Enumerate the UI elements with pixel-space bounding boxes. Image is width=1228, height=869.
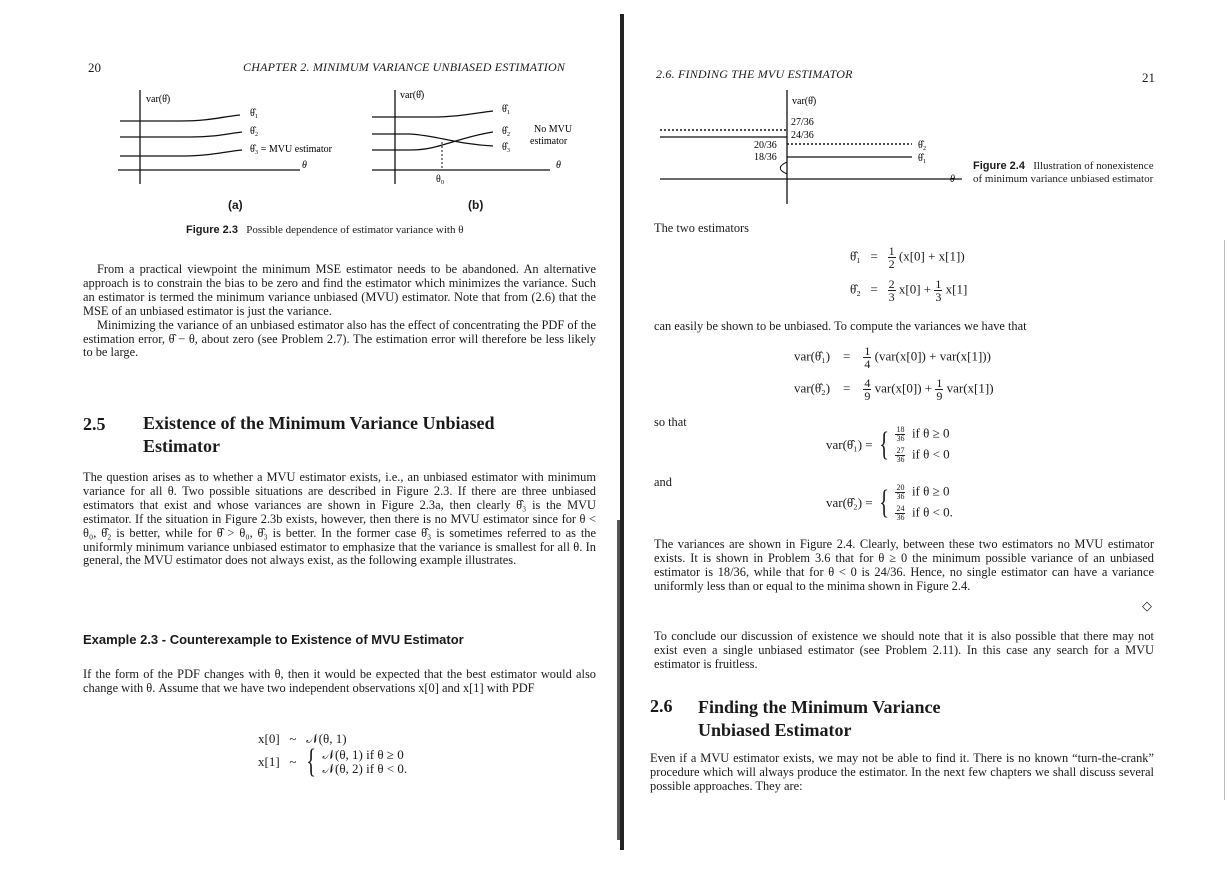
frac-den: 36 <box>896 455 905 464</box>
fig23-caption <box>186 224 463 236</box>
eq-theta2-rhs-a: x[0] + <box>898 281 932 297</box>
eq-var1-case-list <box>895 426 949 464</box>
fig23b-theta1: θ̂₁ <box>502 104 511 115</box>
paragraph-5: The variances are shown in Figure 2.4. Clearly, between these two estimators no MVU estimator exists. It is shown in Problem 3.6 that for θ ≥ 0 the minimum possible variance of an unbiased estimator is 18/36, while that for θ < 0 is 24/36. Hence, no single estimator can have a variance uniformly less than or equal to the minima shown in Figure 2.4. <box>654 537 1154 593</box>
eq-var2-frac-a <box>863 377 871 402</box>
eq-theta2-equals: = <box>870 281 878 297</box>
fig24-value-20: 20/36 <box>754 140 777 151</box>
section-2-5-number: 2.5 <box>83 414 106 434</box>
frac-num: 2 <box>888 277 895 291</box>
and-text: and <box>654 475 672 489</box>
fig24-caption <box>973 160 1159 186</box>
fig23b-ylabel: var(θ̂) <box>400 90 425 101</box>
fig23b-theta0: θ₀ <box>436 174 445 185</box>
text-block-5 <box>654 538 1154 594</box>
two-estimators-text: The two estimators <box>654 221 749 235</box>
eq-x1-brace: { <box>306 743 317 780</box>
eq-var1-equals: = <box>843 348 851 364</box>
frac-den: 36 <box>896 513 905 522</box>
running-head: CHAPTER 2. MINIMUM VARIANCE UNBIASED ESTIMATION <box>243 60 566 74</box>
fig24-theta-axis: θ <box>950 174 955 185</box>
section-2-5-title-line2: Estimator <box>143 436 220 456</box>
frac-num: 1 <box>888 244 895 258</box>
eq-var1-cases-lhs: var(θ̂₁) = <box>826 437 873 452</box>
text-block-2 <box>83 471 596 568</box>
page-number: 20 <box>88 60 101 75</box>
frac-num: 27 <box>896 446 905 455</box>
unbiased-text: can easily be shown to be unbiased. To compute the variances we have that <box>654 319 1027 333</box>
eq-var2-brace: { <box>879 484 889 521</box>
fig23b-theta-axis: θ <box>556 160 561 171</box>
frac-num: 1 <box>936 376 943 390</box>
fig23b-no-mvu: No MVU <box>534 124 573 135</box>
section-2-6-title <box>698 696 1118 742</box>
eq-var1-brace: { <box>879 426 889 463</box>
eq-var2-cond2: if θ < 0. <box>911 504 953 520</box>
example-2-3-heading: Example 2.3 - Counterexample to Existence of MVU Estimator <box>83 632 464 647</box>
eq-var1-cond2: if θ < 0 <box>911 446 950 462</box>
frac-den: 4 <box>864 357 871 371</box>
section-2-6-number: 2.6 <box>650 696 673 716</box>
text-block-6 <box>654 630 1154 672</box>
eq-theta1-equals: = <box>870 248 878 264</box>
eq-var2-rhs-b: var(x[1]) <box>946 380 994 396</box>
eq-var2-case-list <box>895 484 953 522</box>
eq-x0-rhs: 𝒩(θ, 1) <box>306 731 347 746</box>
eq-x1-case1: 𝒩(θ, 1) if θ ≥ 0 <box>322 747 404 762</box>
text-block-7 <box>650 752 1154 794</box>
fig23-label-b: (b) <box>468 198 484 212</box>
eq-x1-lhs: x[1] <box>258 754 280 769</box>
eq-x1-case2: 𝒩(θ, 2) if θ < 0. <box>322 761 408 776</box>
right-page <box>634 0 1228 869</box>
fig24-ylabel: var(θ̂) <box>792 96 817 107</box>
eq-var1 <box>794 345 991 370</box>
eq-x1 <box>258 745 407 779</box>
eq-var1-lhs: var(θ̂₁) <box>794 348 831 364</box>
paragraph-6: To conclude our discussion of existence we should note that it is also possible that there may not exist even a single unbiased estimator (see Problem 2.11). In this case any search for a MVU estimator is fruitless. <box>654 629 1154 671</box>
eq-var1-cases <box>826 426 950 464</box>
paragraph-7: Even if a MVU estimator exists, we may not be able to find it. There is no known “turn-the-crank” procedure which will always produce the estimator. In the next few chapters we shall discuss several possible approaches. They are: <box>650 751 1154 793</box>
frac-num: 24 <box>896 504 905 513</box>
frac-den: 36 <box>896 434 905 443</box>
figure-2-4 <box>650 86 970 206</box>
paragraph-3: The question arises as to whether a MVU estimator exists, i.e., an unbiased estimator with minimum variance for all θ. Two possible situations are described in Figure 2.3. If there are three unbiased estimators that exist and whose variances are shown in Figure 2.3a, then clearly θ̂₃ is the MVU estimator. If the situation in Figure 2.3b exists, however, then there is no MVU estimator since for θ < θ₀, θ̂₂ is better, while for θ̂ > θ₀, θ̂₃ is better. In the former case θ̂₃ is sometimes referred to as the uniformly minimum variance unbiased estimator to emphasize that the variance is smallest for all θ. In general, the MVU estimator does not always exist, as the following example illustrates. <box>83 470 596 568</box>
eq-var2-frac-b <box>935 377 943 402</box>
eq-theta1-frac <box>888 245 896 270</box>
end-of-example-diamond: ◇ <box>1142 598 1152 613</box>
frac-den: 3 <box>888 290 895 304</box>
section-2-6-title-line1: Finding the Minimum Variance <box>698 697 941 717</box>
fig23a-theta1: θ̂₁ <box>250 108 259 119</box>
eq-var2-cases-lhs: var(θ̂₂) = <box>826 495 873 510</box>
fig24-theta1: θ̂₁ <box>918 153 927 164</box>
eq-var2-cond1: if θ ≥ 0 <box>911 483 950 499</box>
page-number: 21 <box>1142 70 1155 85</box>
eq-theta2 <box>850 278 967 303</box>
section-2-5-title <box>143 412 613 458</box>
paragraph-2: Minimizing the variance of an unbiased estimator also has the effect of concentrating the PDF of the estimation error, θ̂ − θ, about zero (see Problem 2.7). The estimation error will therefore be less likely to be large. <box>83 317 596 360</box>
section-2-6-title-line2: Unbiased Estimator <box>698 720 852 740</box>
fig24-theta2: θ̂₂ <box>918 140 927 151</box>
fig23-caption-label: Figure 2.3 <box>186 224 238 236</box>
so-that-text: so that <box>654 415 687 429</box>
frac-num: 20 <box>896 483 905 492</box>
fig23a-ylabel: var(θ̂) <box>146 94 171 105</box>
fig23a-theta2: θ̂₂ <box>250 126 259 137</box>
text-block-1 <box>83 263 596 360</box>
eq-theta1-rhs: (x[0] + x[1]) <box>898 248 965 264</box>
eq-theta2-frac-b <box>934 278 942 303</box>
eq-theta2-rhs-b: x[1] <box>945 281 968 297</box>
fig24-caption-label: Figure 2.4 <box>973 160 1025 172</box>
fig23a-theta3: θ̂₃ = MVU estimator <box>250 144 332 155</box>
eq-x1-cases <box>323 748 408 776</box>
fig24-value-24: 24/36 <box>791 130 814 141</box>
eq-x1-sim: ~ <box>289 754 297 769</box>
paragraph-4: If the form of the PDF changes with θ, then it would be expected that the best estimator would also change with θ. Assume that we have two independent observations x[0] and x[1] with PDF <box>83 667 596 695</box>
fig23-label-a: (a) <box>228 198 243 212</box>
eq-var1-rhs: (var(x[0]) + var(x[1])) <box>874 348 991 364</box>
frac-den: 9 <box>864 389 871 403</box>
fig24-value-18: 18/36 <box>754 152 777 163</box>
fig23b-theta3: θ̂₃ <box>502 142 511 153</box>
fig23a-theta-axis: θ <box>302 160 307 171</box>
frac-den: 2 <box>888 257 895 271</box>
eq-var2-equals: = <box>843 380 851 396</box>
frac-num: 18 <box>896 425 905 434</box>
eq-theta1-lhs: θ̂₁ <box>850 248 861 264</box>
paragraph-1: From a practical viewpoint the minimum MSE estimator needs to be abandoned. An alternative approach is to constrain the bias to be zero and find the estimator which minimizes the variance. Such an estimator is termed the minimum variance unbiased (MVU) estimator. Note that from (2.6) that the MSE of an unbiased estimator is just the variance. <box>83 262 596 318</box>
frac-num: 4 <box>864 376 871 390</box>
eq-var2-cases <box>826 484 953 522</box>
fig23b-theta2: θ̂₂ <box>502 126 511 137</box>
eq-var2-rhs-a: var(x[0]) + <box>874 380 933 396</box>
eq-theta1 <box>850 245 965 270</box>
eq-theta2-frac-a <box>888 278 896 303</box>
eq-var1-frac <box>863 345 871 370</box>
eq-x0-sim: ~ <box>289 731 297 746</box>
eq-var1-cond1: if θ ≥ 0 <box>911 425 950 441</box>
book-gutter <box>620 14 624 850</box>
frac-den: 9 <box>936 389 943 403</box>
frac-den: 36 <box>896 492 905 501</box>
fig23-caption-text: Possible dependence of estimator variance with θ <box>246 224 464 236</box>
eq-var2-lhs: var(θ̂₂) <box>794 380 831 396</box>
fig24-value-27: 27/36 <box>791 117 814 128</box>
figure-2-3 <box>110 84 590 199</box>
eq-x0-lhs: x[0] <box>258 731 280 746</box>
eq-theta2-lhs: θ̂₂ <box>850 281 861 297</box>
fig23b-estimator: estimator <box>530 136 568 147</box>
frac-num: 1 <box>935 277 942 291</box>
eq-var2 <box>794 377 994 402</box>
section-2-5-title-line1: Existence of the Minimum Variance Unbiased <box>143 413 495 433</box>
fig24-caption-text: Illustration of nonexistence of minimum variance unbiased estimator <box>973 160 1154 185</box>
frac-den: 3 <box>935 290 942 304</box>
running-head: 2.6. FINDING THE MVU ESTIMATOR <box>656 67 853 81</box>
text-block-3 <box>83 668 596 696</box>
frac-num: 1 <box>864 344 871 358</box>
